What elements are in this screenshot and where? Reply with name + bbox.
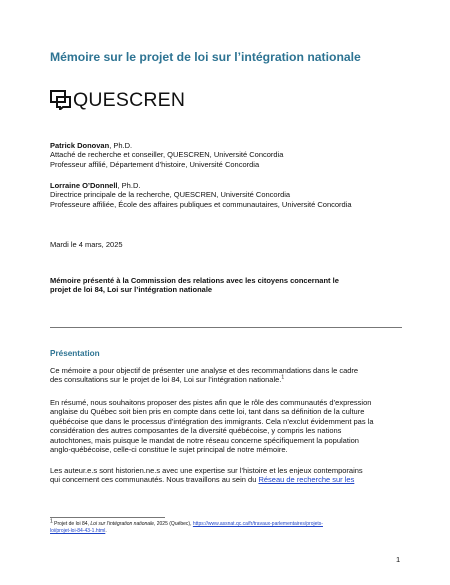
footnote-reference[interactable]: 1 <box>281 374 285 381</box>
logo-text: QUESCREN <box>73 89 186 111</box>
paragraph-line: En résumé, nous souhaitons proposer des pistes afin que le rôle des communautés d’expression <box>50 398 372 407</box>
document-title: Mémoire sur le projet de loi sur l’intégration nationale <box>50 50 361 64</box>
author-degree: , Ph.D. <box>109 141 133 150</box>
paragraph-line: Les auteur.e.s sont historien.ne.s avec une expertise sur l’histoire et les enjeux contemporains <box>50 466 363 475</box>
paragraph-line: des consultations sur le projet de loi 84, Loi sur l’intégration nationale. <box>50 375 282 385</box>
author-name: Patrick Donovan <box>50 141 110 150</box>
footnote-law-title: Loi sur l’intégration nationale <box>90 521 154 527</box>
paragraph-line: québécoise que dans le processus d’intégration des immigrants. Cela n’exclut évidemment pas la <box>50 416 374 426</box>
paragraph-line: anglo-québécoise, celle-ci constitue le sujet principal de notre mémoire. <box>50 445 288 455</box>
quescren-logo <box>50 88 186 112</box>
author-degree: , Ph.D. <box>117 181 141 190</box>
memo-heading-line: projet de loi 84, Loi sur l’intégration nationale <box>50 285 213 295</box>
paragraph-line: qui concernent ces communautés. Nous travaillons au sein du <box>50 475 259 485</box>
author-affiliation: Attaché de recherche et conseiller, QUESCREN, Université Concordia <box>50 150 284 160</box>
footnote-url-link[interactable]: https://www.assnat.qc.ca/fr/travaux-parlementaires/projets- <box>192 521 323 527</box>
footnote-divider <box>50 517 165 518</box>
paragraph-3 <box>50 466 363 485</box>
footnote <box>50 518 323 534</box>
section-heading: Présentation <box>50 349 100 358</box>
footnote-middle: , 2025 (Québec), <box>153 521 193 527</box>
footnote-end: . <box>105 527 107 534</box>
footnote-url-link[interactable]: loi/projet-loi-84-43-1.html <box>50 527 106 534</box>
author-name: Lorraine O’Donnell <box>50 181 118 190</box>
paragraph-line: autochtones, mais puisque le mandat de notre réseau concerne spécifiquement la population <box>50 435 359 445</box>
paragraph-1 <box>50 366 358 385</box>
paragraph-line: considération des autres composantes de la diversité québécoise, y compris les nations <box>50 426 342 436</box>
memo-heading <box>50 276 339 295</box>
footnote-number: 1 <box>50 518 53 525</box>
author-affiliation: Directrice principale de la recherche, QUESCREN, Université Concordia <box>50 190 291 200</box>
author-affiliation: Professeur affilié, Département d’histoire, Université Concordia <box>50 159 260 169</box>
network-link[interactable]: Réseau de recherche sur les <box>258 475 355 485</box>
paragraph-line: anglaise du Québec soit bien pris en compte dans cette loi, tant dans sa définition de la culture <box>50 407 365 417</box>
memo-heading-line: Mémoire présenté à la Commission des relations avec les citoyens concernant le <box>50 276 339 285</box>
document-date: Mardi le 4 mars, 2025 <box>50 240 123 249</box>
horizontal-divider <box>50 327 402 328</box>
author-block-2 <box>50 181 352 209</box>
page-number: 1 <box>396 555 401 564</box>
paragraph-2 <box>50 398 374 454</box>
author-block-1 <box>50 141 283 169</box>
paragraph-line: Ce mémoire a pour objectif de présenter une analyse et des recommandations dans le cadre <box>50 366 359 375</box>
footnote-prefix: Projet de loi 84, <box>52 521 91 527</box>
speech-bubbles-icon <box>50 90 72 110</box>
author-affiliation: Professeure affiliée, École des affaires publiques et communautaires, Université Concordia <box>50 199 352 209</box>
